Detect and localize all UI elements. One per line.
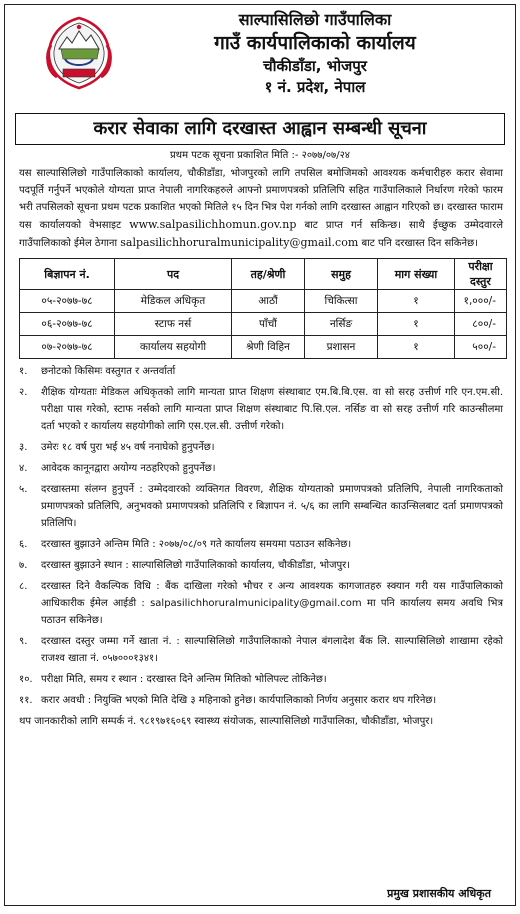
publication-date: प्रथम पटक सूचना प्रकाशित मिति :- २०७७/०७/२४ (169, 150, 350, 161)
intro-paragraph (19, 165, 503, 252)
intro-text-3: बाट पनि दरखास्त दिन सकिनेछ। (358, 238, 478, 249)
notice-title: करार सेवाका लागि दरखास्त आह्वान सम्बन्धी सूचना (15, 113, 505, 145)
table-row (20, 313, 507, 336)
table-header-row (20, 259, 507, 290)
header (5, 5, 515, 113)
col-demand: माग संख्या (378, 259, 455, 290)
cell-ad-number: ०७-२०७७-७८ (20, 336, 115, 359)
cell-fee: ८००/- (455, 313, 507, 336)
cell-fee: १,०००/- (455, 290, 507, 313)
list-item-number: ४. (19, 463, 28, 474)
list-item (19, 557, 503, 574)
municipality-name: साल्पासिलिछो गाउँपालिका (238, 10, 392, 29)
list-item-text: शैक्षिक योग्यताः मेडिकल अधिकृतको लागि मान्यता प्राप्त शिक्षण संस्थाबाट एम.बि.बि.एस. वा सो सरह उत्तीर्ण गरि एन.एम.सी. परीक्षा पास गरेको, स्टाफ नर्सको लागि मान्यता प्राप्त शिक्षण संस्थाबाट पि.सि.एल. नर्सिङ वा सो सरह उत्तीर्ण गरि काउन्सीलमा दर्ता भएको र कार्यालय सहयोगीको लागि एस.एल.सी. उत्तीर्ण गरेको। (41, 387, 503, 432)
list-item-text: छनोटको किसिमः वस्तुगत र अन्तर्वार्ता (41, 366, 176, 377)
cell-ad-number: ०६-२०७७-७८ (20, 313, 115, 336)
list-item-number: ५. (19, 484, 28, 495)
website-link[interactable]: www.salpasilichhomun.gov.np (129, 218, 297, 231)
list-item (19, 384, 503, 435)
list-item-number: ८. (19, 581, 28, 592)
list-item (19, 439, 503, 456)
list-item-text: आवेदक कानूनद्वारा अयोग्य नठहरिएको हुनुपर्नेछ। (41, 463, 216, 474)
cell-group: चिकित्सा (305, 290, 378, 313)
cell-position: स्टाफ नर्स (115, 313, 232, 336)
list-item-text: दरखास्तमा संलग्न हुनुपर्ने : उम्मेदवारको व्यक्तिगत विवरण, शैक्षिक योग्यताको प्रमाणपत्रको प्रतिलिपि, नेपाली नागरिकताको प्रमाणपत्रको प्रतिलिपि, अनुभवको प्रमाणपत्रको प्रतिलिपि र बिज्ञापन नं. ५/६ का लागि सम्बन्धित काउन्सिलबाट दर्ता प्रमाणपत्रको प्रतिलिपि। (41, 484, 503, 529)
cell-level: पाँचौं (232, 313, 305, 336)
header-text (123, 9, 507, 98)
email-link[interactable]: salpasilichhoruralmunicipality@gmail.com (120, 236, 359, 249)
col-level: तह/श्रेणी (232, 259, 305, 290)
table-row (20, 290, 507, 313)
cell-demand: १ (378, 313, 455, 336)
list-item-number: १०. (19, 674, 33, 685)
col-ad-number: बिज्ञापन नं. (20, 259, 115, 290)
list-item-number: २. (19, 387, 28, 398)
col-position: पद (115, 259, 232, 290)
list-item (19, 460, 503, 477)
list-item-number: ९. (19, 636, 28, 647)
cell-group: नर्सिङ (305, 313, 378, 336)
list-item-text: दरखास्त बुझाउने स्थान : साल्पासिलिछो गाउँपालिकाको कार्यालय, चौकीडाँडा, भोजपुर। (41, 560, 351, 571)
intro-text-1: यस साल्पासिलिछो गाउँपालिकाको कार्यालय, चौकीडाँडा, भोजपुरको लागि तपसिल बमोजिमको आवश्यक कर्मचारीहरु करार सेवामा पदपूर्ति गर्नुपर्ने भएकोले योग्यता प्राप्त नेपाली नागरिकहरुले आफ्नो प्रमाणपत्रको प्रतिलिपि सहित गाउँपालिकाले निर्धारण गरेको फारम भरी तपसिलको सूचना प्रथम पटक प्रकाशित भएको मितिले १५ दिन भित्र पेश गर्नको लागि दरखास्त आह्वान गरिएको छ। दरखास्त फाराम यस कार्यालयको वेभसाइट (19, 168, 503, 231)
list-item (19, 363, 503, 380)
list-item (19, 481, 503, 532)
signatory-title: प्रमुख प्रशासकीय अधिकृत (387, 887, 491, 900)
contact-info: थप जानकारीको लागि सम्पर्क नं. ९८१९७१६०६९ स्वास्थ्य संयोजक, साल्पासिलिछो गाउँपालिका, चौकीडाँडा, भोजपुर। (19, 716, 434, 727)
cell-level: श्रेणी विहिन (232, 336, 305, 359)
office-location: चौकीडाँडा, भोजपुर (263, 57, 367, 75)
list-item-text: परीक्षा मिति, समय र स्थान : दरखास्त दिने अन्तिम मितिको भोलिपल्ट तोकिनेछ। (41, 674, 327, 685)
list-item-text: करार अवधी : नियुक्ति भएको मिति देखि ३ महिनाको हुनेछ। कार्यपालिकाको निर्णय अनुसार करार थप गरिनेछ। (41, 695, 437, 706)
office-name: गाउँ कार्यपालिकाको कार्यालय (214, 32, 416, 54)
cell-group: प्रशासन (305, 336, 378, 359)
list-item-text: दरखास्त दिने वैकल्पिक विधि : बैंक दाखिला गरेको भौचर र अन्य आवश्यक कागजातहरु स्क्यान गरी यस गाउँपालिकाको आधिकारीक ईमेल आईडी : salpasilichhoruralmunicipality@gmail.com मा पनि कार्यालय समय अवधि भित्र पठाउन सकिनेछ। (41, 581, 503, 626)
vacancy-table (19, 258, 507, 359)
col-group: समुह (305, 259, 378, 290)
list-item (19, 692, 503, 709)
nepal-emblem-icon (39, 15, 119, 93)
col-fee: परीक्षा दस्तुर (455, 259, 507, 290)
cell-position: कार्यालय सहयोगी (115, 336, 232, 359)
list-item-number: ६. (19, 539, 28, 550)
list-item-text: दरखास्त दस्तुर जम्मा गर्ने खाता नं. : साल्पासिलिछो गाउँपालिकाको नेपाल बंगलादेश बैंक लि. साल्पासिलिछो शाखामा रहेको राजश्व खाता नं. ०५७०००१३४१। (41, 636, 503, 664)
intro-text-2: बाट प्राप्त गर्न सकिन्छ। साथै ईच्छुक उम्मेदवारले गाउँपालिकाको ईमेल ठेगाना (19, 220, 503, 249)
list-item (19, 578, 503, 629)
list-item (19, 536, 503, 553)
list-item-number: ३. (19, 442, 28, 453)
list-item-text: दरखास्त बुझाउने अन्तिम मिति : २०७७/०८/०९ गते कार्यालय समयमा पठाउन सकिनेछ। (41, 539, 352, 550)
cell-demand: १ (378, 336, 455, 359)
list-item-number: ७. (19, 560, 28, 571)
cell-fee: ५००/- (455, 336, 507, 359)
list-item (19, 671, 503, 688)
cell-position: मेडिकल अधिकृत (115, 290, 232, 313)
province-country: १ नं. प्रदेश, नेपाल (264, 78, 366, 96)
conditions-list (19, 363, 503, 709)
list-item-number: १. (19, 366, 28, 377)
cell-level: आठौं (232, 290, 305, 313)
list-item-number: ११. (19, 695, 33, 706)
list-item (19, 633, 503, 667)
cell-demand: १ (378, 290, 455, 313)
notice-page (4, 4, 516, 906)
cell-ad-number: ०५-२०७७-७८ (20, 290, 115, 313)
list-item-text: उमेरः १८ वर्ष पुरा भई ४५ वर्ष ननाघेको हुनुपर्नेछ। (41, 442, 215, 453)
table-row (20, 336, 507, 359)
